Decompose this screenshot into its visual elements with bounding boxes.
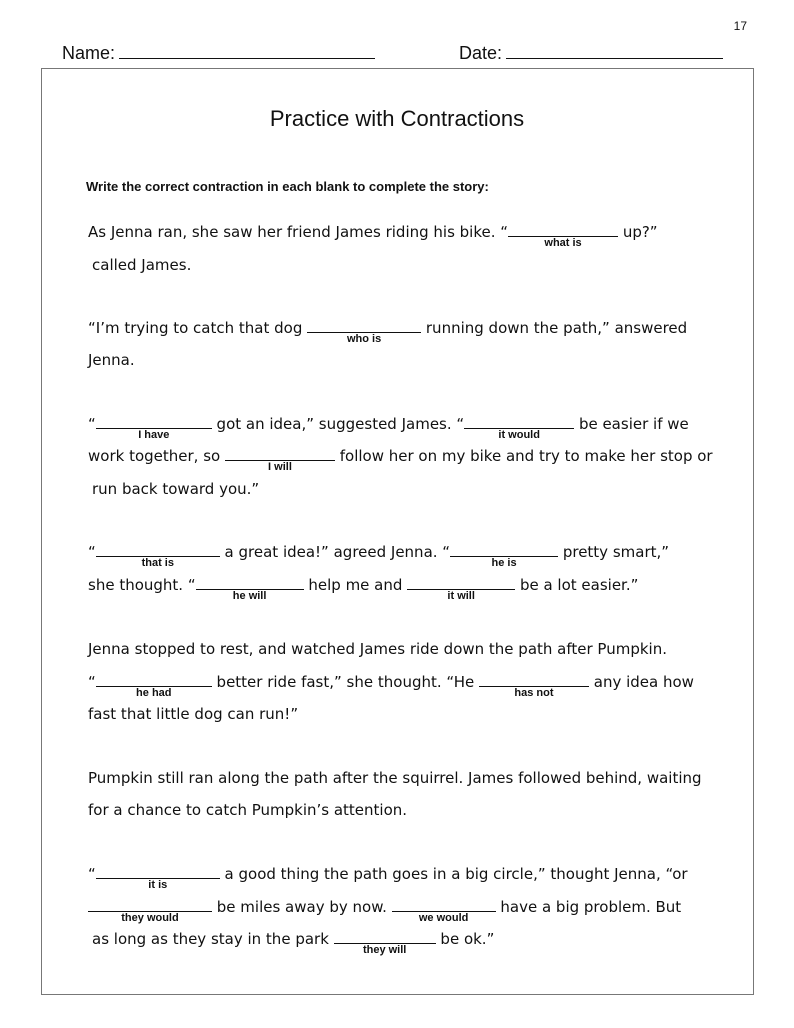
story-line: As Jenna ran, she saw her friend James riding his bike. “ what is up?”	[88, 223, 658, 249]
blank[interactable]	[479, 674, 589, 699]
story-line: work together, so I will follow her on my bike and try to make her stop or	[88, 447, 713, 473]
blank[interactable]	[334, 931, 436, 956]
name-label: Name:	[62, 43, 116, 63]
blank-hint: he is	[491, 557, 517, 569]
story-line: she thought. “ he will help me and it will be a lot easier.”	[88, 576, 639, 602]
story-line: they would be miles away by now. we would have a big problem. But	[88, 898, 681, 916]
blank-hint: who is	[347, 333, 382, 345]
date-label: Date:	[459, 43, 503, 63]
blank-hint: it would	[498, 429, 540, 441]
story-line: “ I have got an idea,” suggested James. “ it would be easier if we	[88, 415, 689, 441]
blank[interactable]	[407, 577, 515, 602]
story-line: for a chance to catch Pumpkin’s attention.	[88, 801, 408, 819]
story-line: Jenna stopped to rest, and watched James ride down the path after Pumpkin.	[88, 640, 667, 658]
blank[interactable]	[96, 674, 212, 699]
blank-hint: he had	[136, 687, 172, 699]
page-number: 17	[733, 19, 747, 33]
blank[interactable]	[464, 416, 574, 441]
blank[interactable]	[225, 448, 335, 473]
instructions: Write the correct contraction in each blank to complete the story:	[86, 179, 489, 194]
date-field[interactable]	[459, 40, 723, 64]
blank[interactable]	[96, 544, 220, 569]
blank[interactable]	[307, 320, 421, 345]
story-line: Jenna.	[88, 351, 135, 369]
worksheet-border	[41, 68, 754, 995]
story-line: as long as they stay in the park they will be ok.”	[92, 930, 495, 956]
page-title: Practice with Contractions	[269, 106, 525, 131]
blank-hint: has not	[514, 687, 554, 699]
blank[interactable]	[450, 544, 558, 569]
story-line: Pumpkin still ran along the path after the squirrel. James followed behind, waiting	[88, 769, 702, 787]
story-line: called James.	[92, 256, 192, 274]
story-line: fast that little dog can run!”	[88, 705, 299, 723]
blank[interactable]	[508, 224, 618, 249]
blank-hint: he will	[232, 590, 267, 602]
blank[interactable]	[88, 899, 212, 924]
blank-hint: they would	[121, 912, 179, 924]
blank-hint: that is	[141, 557, 174, 569]
blank-hint: what is	[544, 237, 582, 249]
blank[interactable]	[196, 577, 304, 602]
name-field[interactable]	[62, 40, 375, 64]
blank-hint: it will	[447, 590, 475, 602]
name-line[interactable]	[119, 40, 375, 59]
blank-hint: I have	[138, 429, 170, 441]
story-line: “I’m trying to catch that dog who is running down the path,” answered	[88, 319, 688, 345]
blank-hint: they will	[362, 944, 407, 956]
date-line[interactable]	[506, 40, 723, 59]
story-line: “ he had better ride fast,” she thought. “He has not any idea how	[88, 673, 694, 699]
blank-hint: it is	[148, 879, 168, 891]
blank[interactable]	[392, 899, 496, 924]
blank[interactable]	[96, 866, 220, 891]
story-line: run back toward you.”	[92, 480, 260, 498]
blank-hint: we would	[418, 912, 469, 924]
story-line: “ that is a great idea!” agreed Jenna. “ he is pretty smart,”	[88, 543, 670, 569]
blank[interactable]	[96, 416, 212, 441]
blank-hint: I will	[268, 461, 292, 473]
story-line: “ it is a good thing the path goes in a big circle,” thought Jenna, “or	[88, 865, 688, 891]
